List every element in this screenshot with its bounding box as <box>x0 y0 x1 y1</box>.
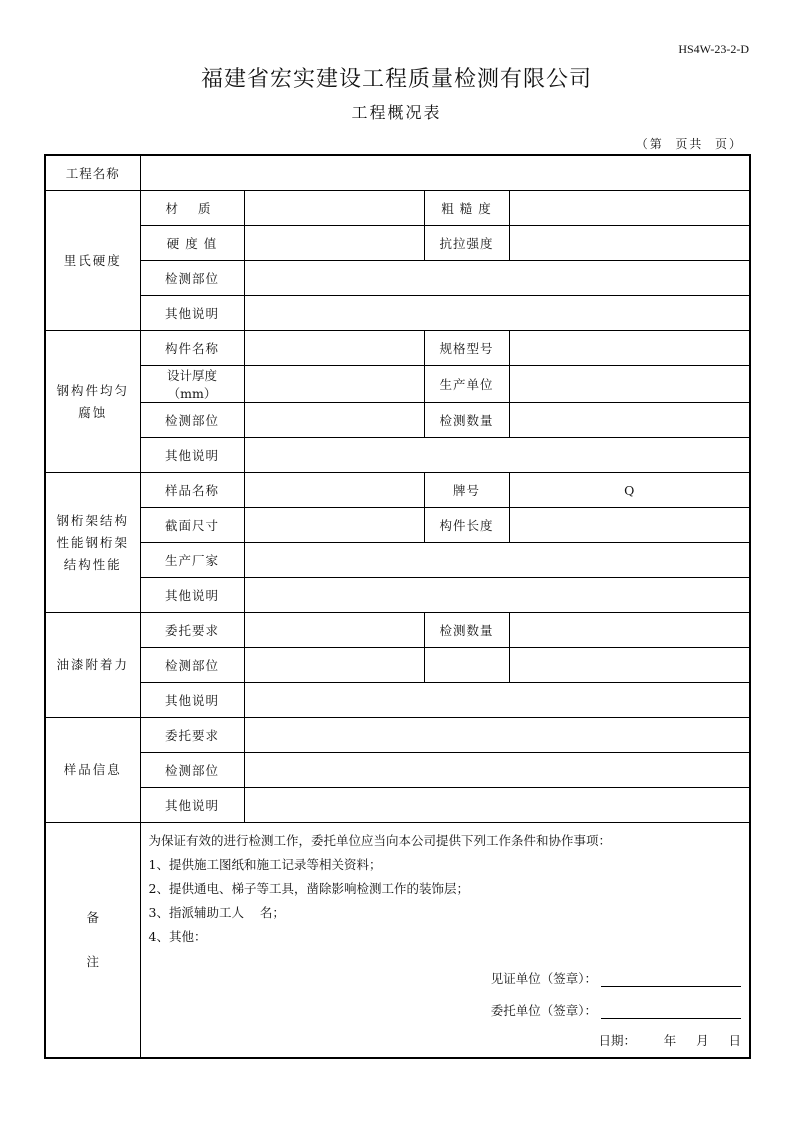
grade-field[interactable]: Q <box>509 473 750 508</box>
member-name-label: 构件名称 <box>140 331 244 366</box>
corrosion-other-field[interactable] <box>244 438 750 473</box>
remarks-title-char2: 注 <box>86 954 99 969</box>
paint-other-field[interactable] <box>244 683 750 718</box>
hardness-value-field[interactable] <box>244 226 424 261</box>
page-info: （第 页共 页） <box>635 137 743 151</box>
manufacturer-field[interactable] <box>509 366 750 403</box>
paint-blank-cell[interactable] <box>424 648 509 683</box>
remarks-intro: 为保证有效的进行检测工作，委托单位应当向本公司提供下列工作条件和协作事项： <box>148 833 612 848</box>
member-name-field[interactable] <box>244 331 424 366</box>
section-truss-line1: 钢桁架结构 <box>56 512 129 528</box>
grade-label: 牌号 <box>424 473 509 508</box>
member-length-label: 构件长度 <box>424 508 509 543</box>
paint-entrust-req-field[interactable] <box>244 613 424 648</box>
factory-field[interactable] <box>244 543 750 578</box>
row-remarks <box>45 823 750 1059</box>
row-sample-other <box>45 788 750 823</box>
spec-model-field[interactable] <box>509 331 750 366</box>
section-corrosion-line2: 腐蚀 <box>78 404 108 420</box>
row-corrosion-other <box>45 438 750 473</box>
remarks-item-4: 4、其他： <box>148 929 207 944</box>
row-sample-part <box>45 753 750 788</box>
entrust-sign-label: 委托单位（签章）： <box>490 1003 597 1018</box>
sample-other-field[interactable] <box>244 788 750 823</box>
section-truss-line3: 结构性能 <box>63 556 122 572</box>
hardness-other-label: 其他说明 <box>140 296 244 331</box>
row-truss-sample <box>45 473 750 508</box>
row-corrosion-member <box>45 331 750 366</box>
paint-other-label: 其他说明 <box>140 683 244 718</box>
row-hardness-value <box>45 226 750 261</box>
hardness-detect-part-field[interactable] <box>244 261 750 296</box>
corrosion-detect-part-label: 检测部位 <box>140 403 244 438</box>
hardness-other-field[interactable] <box>244 296 750 331</box>
row-hardness-part <box>45 261 750 296</box>
sample-name-field[interactable] <box>244 473 424 508</box>
member-length-field[interactable] <box>509 508 750 543</box>
company-title: 福建省宏实建设工程质量检测有限公司 <box>200 67 592 92</box>
row-truss-factory <box>45 543 750 578</box>
manufacturer-label: 生产单位 <box>424 366 509 403</box>
truss-other-label: 其他说明 <box>140 578 244 613</box>
section-size-label: 截面尺寸 <box>140 508 244 543</box>
paint-detect-qty-field[interactable] <box>509 613 750 648</box>
form-title: 工程概况表 <box>351 103 442 122</box>
row-corrosion-part <box>45 403 750 438</box>
tensile-strength-field[interactable] <box>509 226 750 261</box>
corrosion-other-label: 其他说明 <box>140 438 244 473</box>
witness-sign-label: 见证单位（签章）： <box>490 971 597 986</box>
sample-entrust-req-label: 委托要求 <box>140 718 244 753</box>
section-hardness: 里氏硬度 <box>45 191 140 331</box>
project-name-field[interactable] <box>140 155 750 191</box>
section-truss-line2: 性能钢桁架 <box>56 534 129 550</box>
design-thickness-label: 设计厚度（mm） <box>140 366 244 403</box>
row-hardness-material <box>45 191 750 226</box>
paint-blank-field[interactable] <box>509 648 750 683</box>
hardness-value-label: 硬 度 值 <box>140 226 244 261</box>
sample-other-label: 其他说明 <box>140 788 244 823</box>
roughness-label: 粗 糙 度 <box>424 191 509 226</box>
hardness-detect-part-label: 检测部位 <box>140 261 244 296</box>
entrust-sign-line[interactable] <box>601 1004 741 1019</box>
truss-other-field[interactable] <box>244 578 750 613</box>
remarks-item-1: 1、提供施工图纸和施工记录等相关资料； <box>148 857 382 872</box>
design-thickness-field[interactable] <box>244 366 424 403</box>
remarks-content <box>140 823 750 1059</box>
project-name-label: 工程名称 <box>45 155 140 191</box>
project-overview-table <box>44 154 751 1059</box>
row-paint-other <box>45 683 750 718</box>
corrosion-detect-part-field[interactable] <box>244 403 424 438</box>
witness-sign-row <box>491 969 741 987</box>
paint-entrust-req-label: 委托要求 <box>140 613 244 648</box>
entrust-sign-row <box>491 1001 741 1019</box>
material-label: 材 质 <box>140 191 244 226</box>
corrosion-detect-qty-label: 检测数量 <box>424 403 509 438</box>
row-truss-other <box>45 578 750 613</box>
remarks-title-char1: 备 <box>86 910 99 925</box>
row-corrosion-thickness <box>45 366 750 403</box>
roughness-field[interactable] <box>509 191 750 226</box>
corrosion-detect-qty-field[interactable] <box>509 403 750 438</box>
spec-model-label: 规格型号 <box>424 331 509 366</box>
section-corrosion <box>45 331 140 473</box>
material-field[interactable] <box>244 191 424 226</box>
tensile-strength-label: 抗拉强度 <box>424 226 509 261</box>
section-paint: 油漆附着力 <box>45 613 140 718</box>
row-paint-entrust <box>45 613 750 648</box>
sample-detect-part-field[interactable] <box>244 753 750 788</box>
section-size-field[interactable] <box>244 508 424 543</box>
sample-detect-part-label: 检测部位 <box>140 753 244 788</box>
row-project-name <box>45 155 750 191</box>
row-truss-section <box>45 508 750 543</box>
section-corrosion-line1: 钢构件均匀 <box>56 382 129 398</box>
section-remarks <box>45 823 140 1059</box>
paint-detect-qty-label: 检测数量 <box>424 613 509 648</box>
witness-sign-line[interactable] <box>601 972 741 987</box>
remarks-item-3: 3、指派辅助工人 名； <box>148 905 285 920</box>
factory-label: 生产厂家 <box>140 543 244 578</box>
row-sample-entrust <box>45 718 750 753</box>
paint-detect-part-field[interactable] <box>244 648 424 683</box>
section-truss <box>45 473 140 613</box>
date-row: 日期： 年 月 日 <box>598 1033 741 1048</box>
document-code: HS4W-23-2-D <box>678 42 749 56</box>
row-hardness-other <box>45 296 750 331</box>
section-sample: 样品信息 <box>45 718 140 823</box>
remarks-item-2: 2、提供通电、梯子等工具，凿除影响检测工作的装饰层； <box>148 881 469 896</box>
sample-entrust-req-field[interactable] <box>244 718 750 753</box>
paint-detect-part-label: 检测部位 <box>140 648 244 683</box>
sample-name-label: 样品名称 <box>140 473 244 508</box>
row-paint-part <box>45 648 750 683</box>
